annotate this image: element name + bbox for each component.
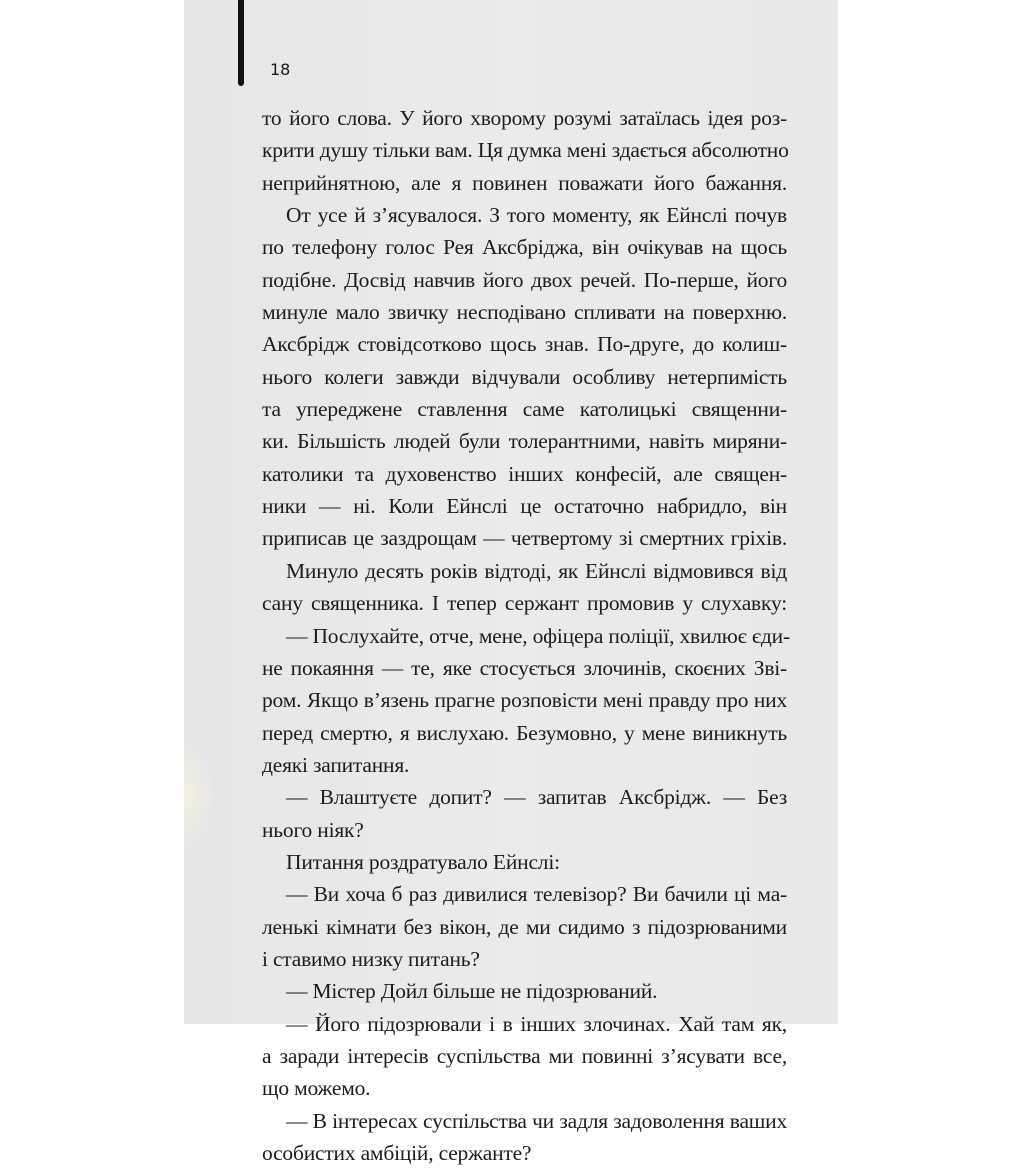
- text-line: — Ви хоча б раз дивилися телевізор? Ви бачили ці ма-: [286, 882, 787, 907]
- text-line: крити душу тільки вам. Ця думка мені здається абсолютно: [262, 138, 789, 163]
- text-line: приписав це заздрощам — четвертому зі смертних гріхів.: [262, 526, 787, 551]
- text-line: — Влаштуєте допит? — запитав Аксбрідж. — Без: [286, 785, 787, 810]
- text-line: деякі запитання.: [262, 752, 410, 777]
- text-line: ники — ні. Коли Ейнслі це остаточно набридло, він: [262, 494, 787, 519]
- text-line: Питання роздратувало Ейнслі:: [286, 849, 560, 874]
- text-line: та упереджене ставлення саме католицькі священни-: [262, 397, 787, 422]
- text-line: От усе й з’ясувалося. З того моменту, як Ейнслі почув: [286, 203, 787, 228]
- text-line: і ставимо низку питань?: [262, 946, 480, 971]
- body-text: [262, 102, 790, 1169]
- text-line: Минуло десять років відтоді, як Ейнслі відмовився від: [286, 558, 787, 583]
- text-line: сану священника. І тепер сержант промовив у слухавку:: [262, 591, 787, 616]
- text-line: — В інтересах суспільства чи задля задоволення ваших: [286, 1108, 787, 1133]
- text-line: а заради інтересів суспільства ми повинні з’ясувати все,: [262, 1043, 787, 1068]
- text-line: — Послухайте, отче, мене, офіцера поліції, хвилює єди-: [286, 623, 790, 648]
- chapter-marker-bar: [238, 0, 244, 86]
- text-line: ленькі кімнати без вікон, де ми сидимо з підозрюваними: [262, 914, 787, 939]
- text-line: — Містер Дойл більше не підозрюваний.: [286, 979, 658, 1004]
- text-line: католики та духовенство інших конфесій, але священ-: [262, 461, 787, 486]
- text-line: нього колеги завжди відчували особливу нетерпимість: [262, 364, 787, 389]
- text-line: ки. Більшість людей були толерантними, навіть миряни-: [262, 429, 787, 454]
- text-line: перед смертю, я вислухаю. Безумовно, у мене виникнуть: [262, 720, 787, 745]
- text-line: не покаяння — те, яке стосується злочинів, скоєних Зві-: [262, 655, 787, 680]
- text-line: то його слова. У його хворому розумі затаїлась ідея роз-: [262, 106, 787, 130]
- text-line: — Його підозрювали і в інших злочинах. Хай там як,: [286, 1011, 787, 1036]
- text-line: подібне. Досвід навчив його двох речей. По-перше, його: [262, 267, 787, 292]
- text-line: по телефону голос Рея Аксбріджа, він очікував на щось: [262, 235, 787, 260]
- text-line: ром. Якщо в’язень прагне розповісти мені правду про них: [262, 688, 787, 713]
- page-light-glare: [184, 740, 214, 850]
- text-line: нього ніяк?: [262, 817, 364, 842]
- text-line: особистих амбіцій, сержанте?: [262, 1141, 532, 1165]
- page-number: 18: [270, 60, 291, 79]
- text-line: неприйнятною, але я повинен поважати його бажання.: [262, 170, 787, 195]
- text-line: що можемо.: [262, 1076, 371, 1101]
- text-line: минуле мало звичку несподівано спливати на поверхню.: [262, 300, 787, 325]
- text-line: Аксбрідж стовідсотково щось знав. По-друге, до колиш-: [262, 332, 787, 357]
